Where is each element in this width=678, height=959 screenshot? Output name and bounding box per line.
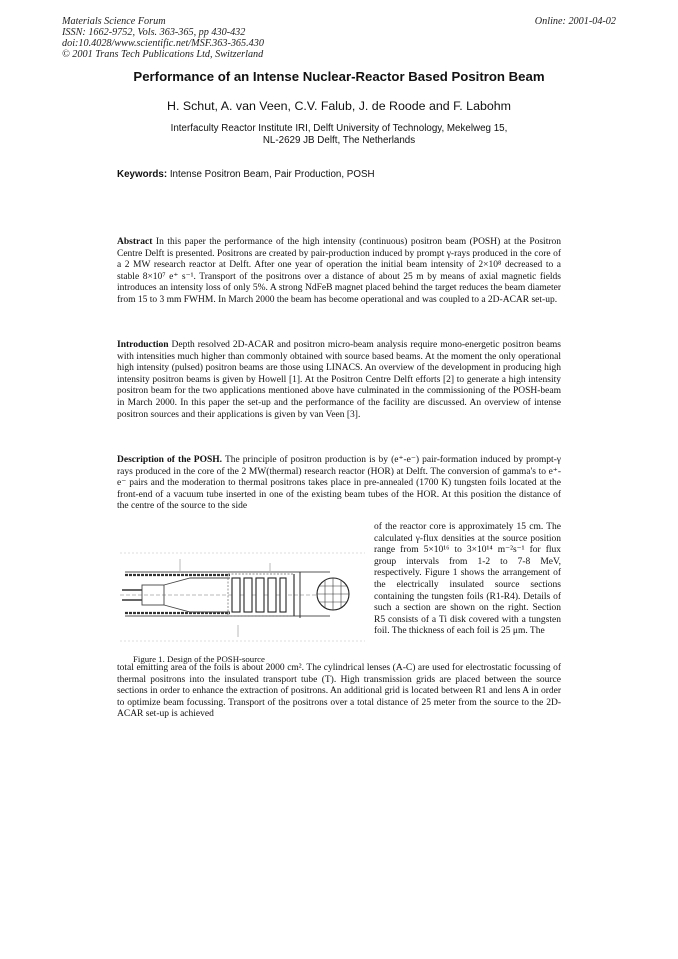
description-text: The principle of positron production is by (e⁺-e⁻) pair-formation induced by prompt-γ rays produced in the core of the 2 MW(thermal) research reactor (HOR) at Delft. The conversion of gamma's to e⁺-e⁻ pairs and the moderation to thermal positrons takes place in pre-annealed (1700 K) tungsten foils located at the front-end of a vacuum tube inserted in one of the existing beam tubes of the HOR. At this position the distance of the centre of the source to the side: [117, 455, 561, 512]
introduction-text: Depth resolved 2D-ACAR and positron micro-beam analysis require mono-energetic positron beams with intensities much higher than commonly obtained with source based beams. At the moment the only operational high intensity (pulsed) positron beams are those using LINACS. An overview of the development in producing high intensity positron beams is given by Howell [1]. At the Positron Centre Delft efforts [2] to generate a high intensity positron beam for the two applications mentioned above have culminated in the commissioning of the POSH-beam in March 2000. In this paper the set-up and the performance of the facility are discussed. An overview of intense positron sources and their applications is given by van Veen [3].: [117, 340, 561, 420]
figure-caption: Figure 1. Design of the POSH-source: [133, 654, 265, 664]
description-wrap-column: [374, 522, 561, 638]
affiliation: [0, 123, 678, 147]
affiliation-line-1: Interfaculty Reactor Institute IRI, Delft University of Technology, Mekelweg 15,: [170, 123, 508, 134]
paper-title: Performance of an Intense Nuclear-Reactor Based Positron Beam: [133, 69, 545, 84]
introduction-label: Introduction: [117, 340, 169, 350]
doi-line: doi:10.4028/www.scientific.net/MSF.363-365.430: [62, 38, 264, 49]
posh-source-figure: [120, 545, 365, 650]
introduction-paragraph: [117, 340, 561, 421]
copyright-line: © 2001 Trans Tech Publications Ltd, Switzerland: [62, 49, 264, 60]
issn-line: ISSN: 1662-9752, Vols. 363-365, pp 430-432: [62, 27, 246, 38]
abstract-label: Abstract: [117, 237, 153, 247]
authors: H. Schut, A. van Veen, C.V. Falub, J. de Roode and F. Labohm: [167, 99, 511, 113]
keywords-label: Keywords:: [117, 169, 168, 180]
journal-name: Materials Science Forum: [62, 16, 166, 27]
description-continued-paragraph: [117, 663, 561, 721]
posh-source-diagram: [120, 545, 365, 645]
abstract-paragraph: [117, 237, 561, 307]
affiliation-line-2: NL-2629 JB Delft, The Netherlands: [262, 135, 416, 146]
keywords: [117, 169, 375, 180]
description-label: Description of the POSH.: [117, 455, 223, 465]
description-paragraph: [117, 455, 561, 513]
abstract-text: In this paper the performance of the high intensity (continuous) positron beam (POSH) at the Positron Centre Delft is presented. Positrons are created by pair-production induced by prompt γ-rays produced in the core of a 2 MW research reactor at Delft. After one year of operation the initial beam intensity of 2×10⁸ decreased to a stable 8×10⁷ e⁺ s⁻¹. Transport of the positrons over a distance of about 25 m by means of axial magnetic fields introduces an intensity loss of only 5%. A strong NdFeB magnet placed behind the target reduces the beam diameter from 15 to 3 mm FWHM. In March 2000 the beam has become operational and was coupled to a 2D-ACAR set-up.: [117, 237, 562, 305]
journal-header: [62, 16, 264, 60]
description-wrap-text: of the reactor core is approximately 15 cm. The calculated γ-flux densities at the source position range from 5×10¹⁶ to 3×10¹⁴ m⁻²s⁻¹ for flux group intervals from 1-2 to 7-8 MeV, respectively. Figure 1 shows the arrangement of the electrically insulated source sections containing the tungsten foils (R1-R4). Details of such a section are shown on the right. Section R5 consists of a Ti disk covered with a tungsten foil. The thickness of each foil is 25 μm. The: [374, 522, 561, 637]
description-continued-text: total emitting area of the foils is about 2000 cm². The cylindrical lenses (A-C) are used for electrostatic focussing of thermal positrons into the insulated transport tube (T). High transmission grids are placed between the source sections in order to enhance the extraction of positrons. An additional grid is located between R1 and lens A in order to optimize beam focussing. Transport of the positrons over a total distance of 25 meter from the source to the 2D-ACAR set-up is achieved: [117, 663, 561, 720]
online-date: Online: 2001-04-02: [534, 16, 616, 27]
keywords-text: Intense Positron Beam, Pair Production, POSH: [169, 169, 375, 180]
